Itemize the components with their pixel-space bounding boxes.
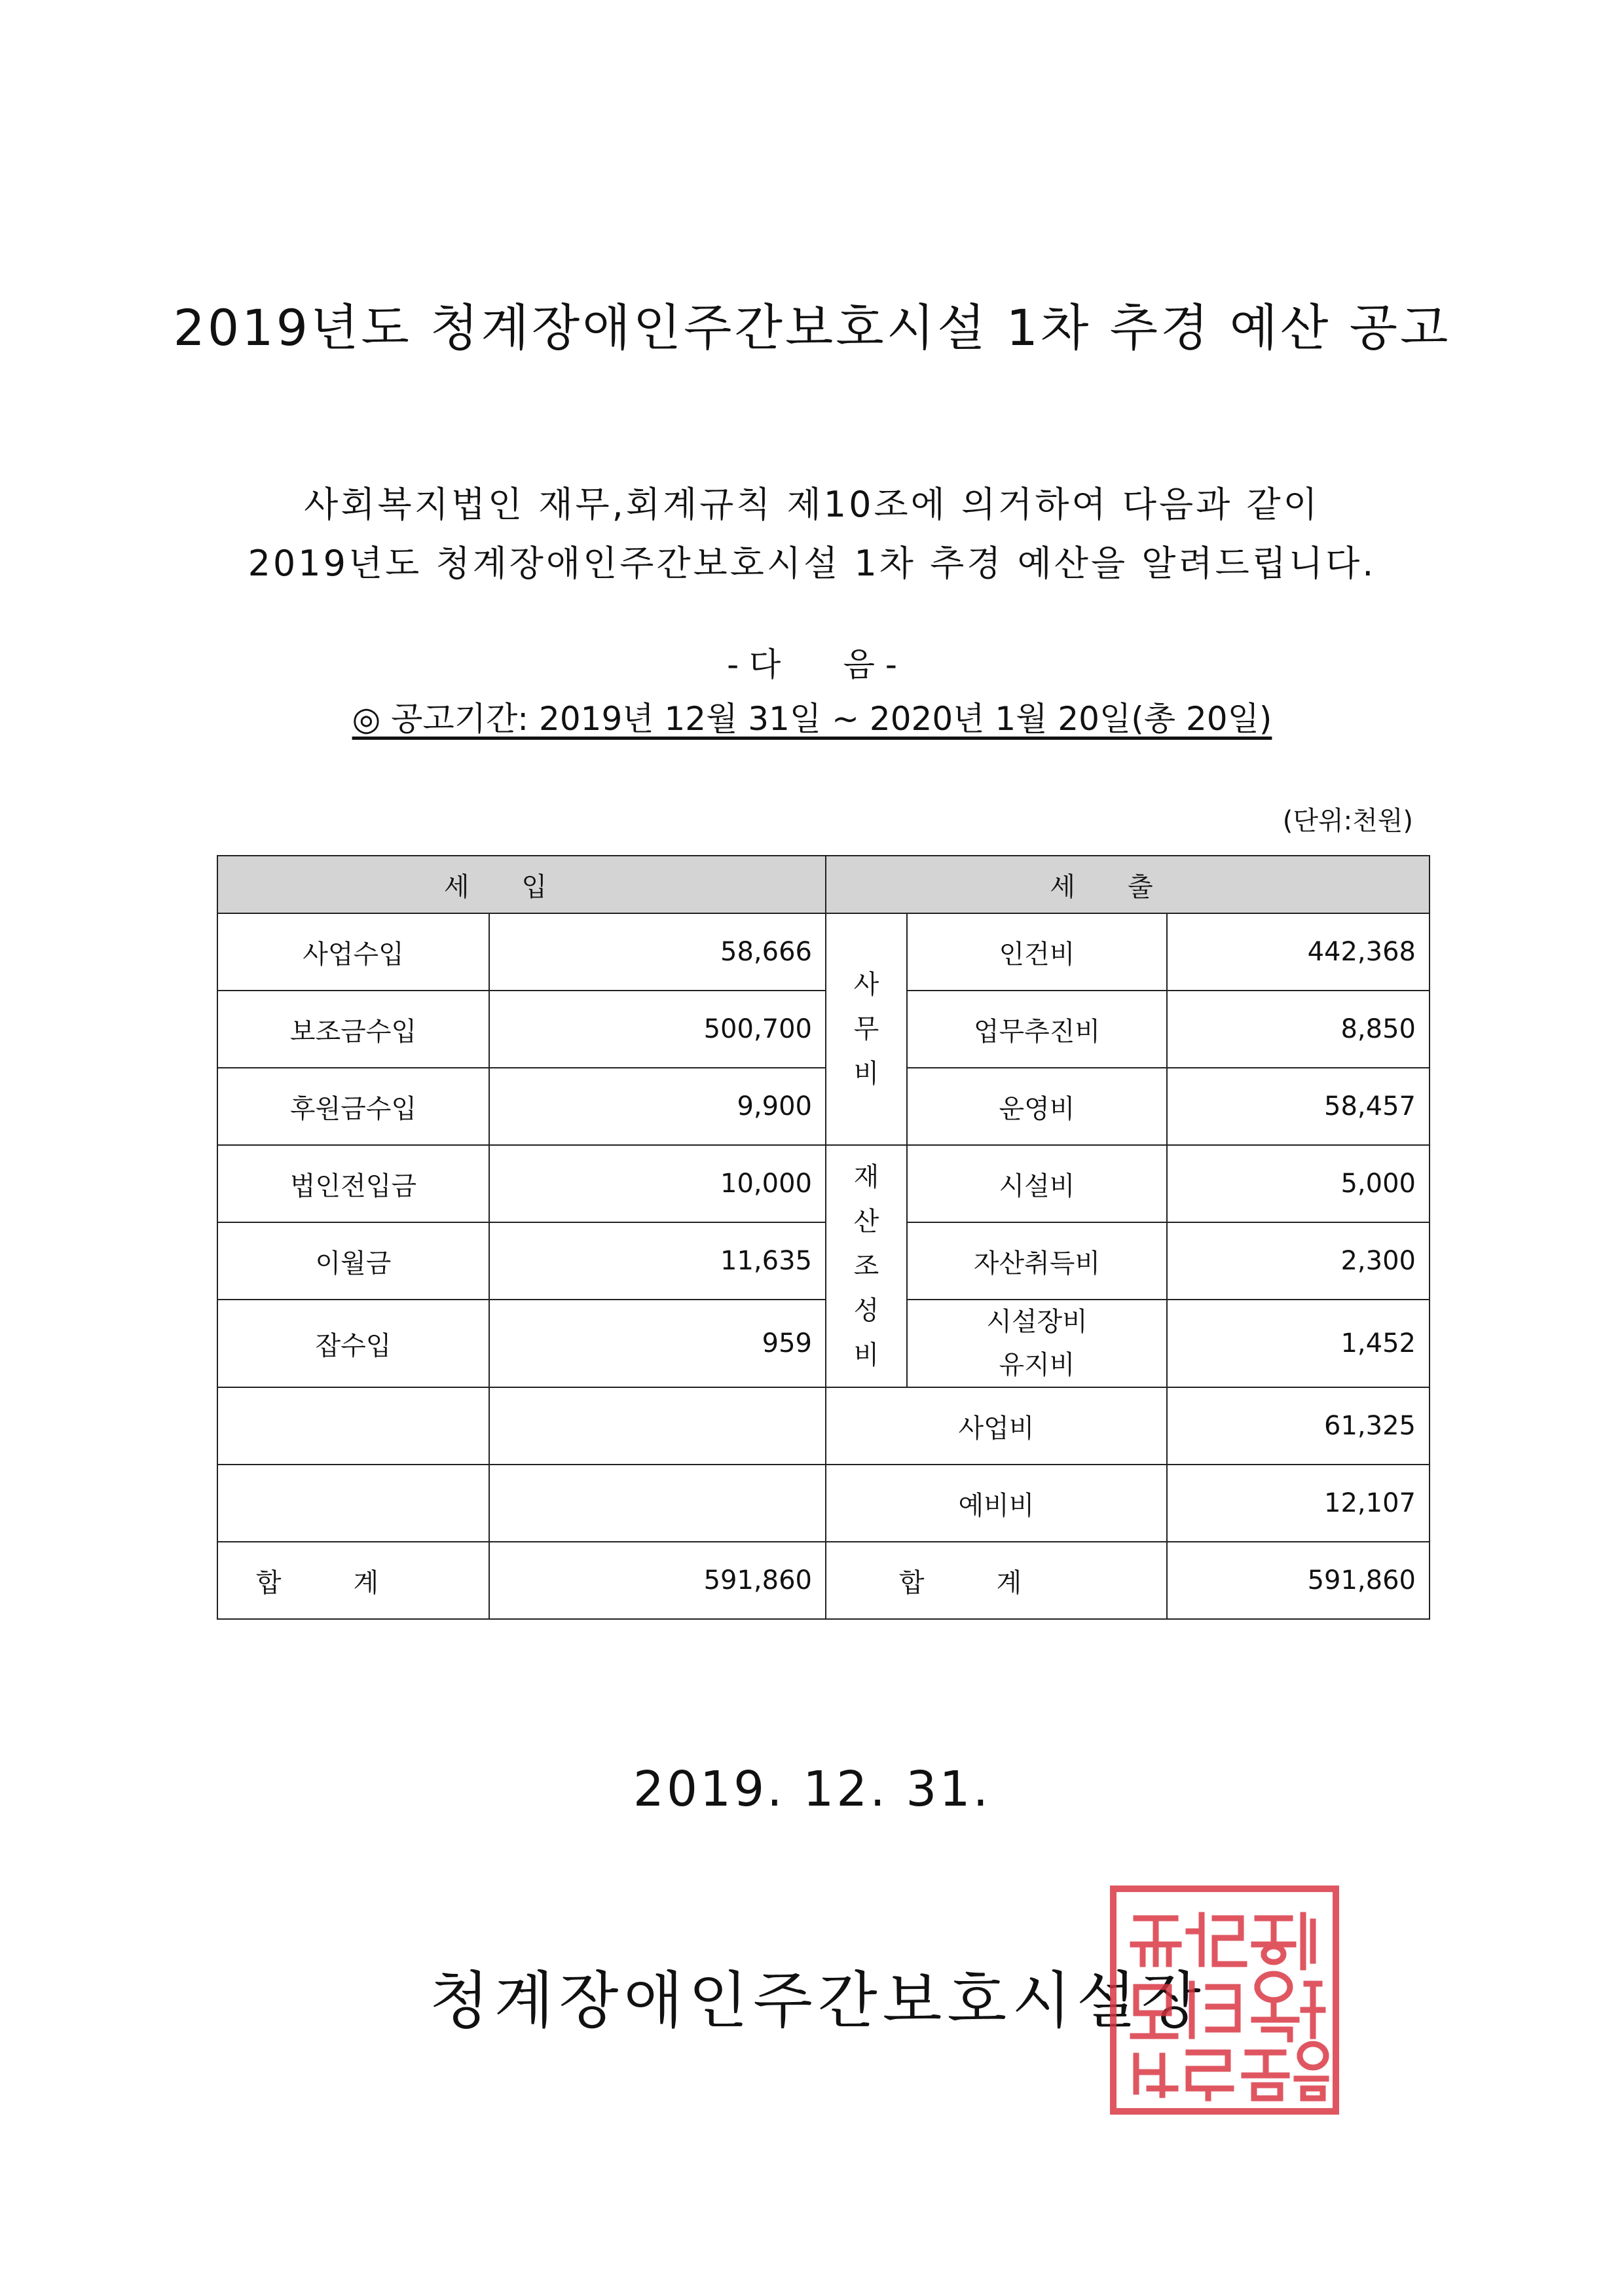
revenue-value: 959 (489, 1300, 826, 1387)
notice-period (0, 693, 1624, 740)
notice-period-text: ◎ 공고기간: 2019년 12월 31일 ~ 2020년 1월 20일(총 20일) (352, 700, 1272, 738)
revenue-label: 잡수입 (217, 1300, 489, 1387)
expense-group-property (826, 1145, 907, 1387)
table-header-row (217, 856, 1430, 913)
notice-date: 2019. 12. 31. (633, 1761, 991, 1817)
budget-table (217, 855, 1430, 1620)
table-row (217, 1300, 1430, 1387)
revenue-label: 이월금 (217, 1222, 489, 1300)
revenue-value: 11,635 (489, 1222, 826, 1300)
revenue-label-empty (217, 1465, 489, 1542)
table-row (217, 913, 1430, 991)
expense-value: 1,452 (1167, 1300, 1430, 1387)
expense-label: 업무추진비 (907, 991, 1167, 1068)
unit-label: (단위:천원) (1282, 806, 1413, 836)
revenue-total-value: 591,860 (489, 1542, 826, 1619)
table-row (217, 1387, 1430, 1465)
expense-label: 자산취득비 (907, 1222, 1167, 1300)
expense-value: 61,325 (1167, 1387, 1430, 1465)
expense-value: 5,000 (1167, 1145, 1430, 1222)
expense-value: 442,368 (1167, 913, 1430, 991)
expense-label-line-2: 유지비 (999, 1350, 1075, 1380)
expense-label: 인건비 (907, 913, 1167, 991)
revenue-value-empty (489, 1465, 826, 1542)
expense-label: 시설비 (907, 1145, 1167, 1222)
revenue-value: 9,900 (489, 1068, 826, 1145)
revenue-value: 10,000 (489, 1145, 826, 1222)
expense-value: 8,850 (1167, 991, 1430, 1068)
revenue-value: 500,700 (489, 991, 826, 1068)
revenue-label: 사업수입 (217, 913, 489, 991)
section-heading: - 다 음 - (727, 646, 897, 683)
official-seal (1110, 1886, 1339, 2115)
expense-label: 운영비 (907, 1068, 1167, 1145)
expense-label (907, 1300, 1167, 1387)
expense-group-office (826, 913, 907, 1145)
table-row (217, 991, 1430, 1068)
notice-title: 2019년도 청계장애인주간보호시설 1차 추경 예산 공고 (173, 299, 1451, 357)
expense-total-label: 합계 (826, 1542, 1167, 1619)
table-row (217, 1068, 1430, 1145)
signer-name: 청계장애인주간보호시설장 (430, 1965, 1206, 2037)
revenue-value-empty (489, 1387, 826, 1465)
revenue-header: 세입 (217, 856, 826, 913)
expense-group-property-label: 재 산 조 성 비 (853, 1162, 879, 1370)
expense-value: 2,300 (1167, 1222, 1430, 1300)
expense-value: 12,107 (1167, 1465, 1430, 1542)
table-row (217, 1222, 1430, 1300)
expense-value: 58,457 (1167, 1068, 1430, 1145)
table-total-row (217, 1542, 1430, 1619)
seal-graphic (1116, 1892, 1333, 2108)
table-row (217, 1145, 1430, 1222)
revenue-value: 58,666 (489, 913, 826, 991)
expense-label: 사업비 (826, 1387, 1167, 1465)
revenue-label: 법인전입금 (217, 1145, 489, 1222)
revenue-label-empty (217, 1387, 489, 1465)
revenue-total-label: 합계 (217, 1542, 489, 1619)
expense-group-office-label: 사 무 비 (853, 970, 879, 1089)
expense-label: 예비비 (826, 1465, 1167, 1542)
expense-label-line-1: 시설장비 (986, 1307, 1088, 1337)
intro-line-2: 2019년도 청계장애인주간보호시설 1차 추경 예산을 알려드립니다. (248, 543, 1376, 584)
table-row (217, 1465, 1430, 1542)
revenue-label: 후원금수입 (217, 1068, 489, 1145)
expense-header: 세출 (826, 856, 1430, 913)
expense-total-value: 591,860 (1167, 1542, 1430, 1619)
intro-line-1: 사회복지법인 재무,회계규칙 제10조에 의거하여 다음과 같이 (304, 484, 1320, 525)
revenue-label: 보조금수입 (217, 991, 489, 1068)
